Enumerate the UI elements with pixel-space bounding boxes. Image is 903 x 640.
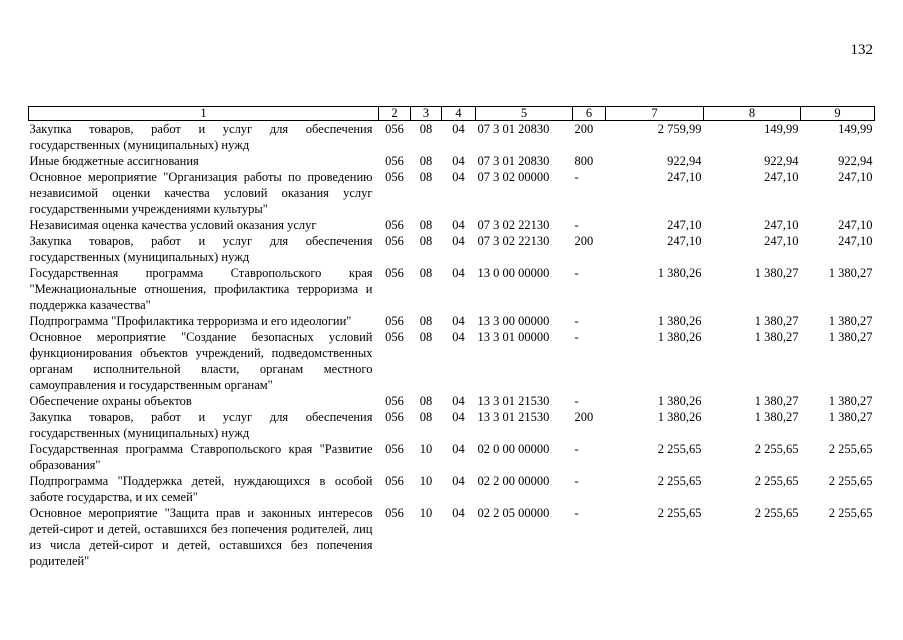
- row-y2: 1 380,27: [754, 330, 799, 344]
- row-y1: 1 380,26: [657, 394, 702, 408]
- row-name: Основное мероприятие "Организация работы по проведению независимой оценки качества условий оказания услуг государственными учреждениями культуры": [29, 170, 373, 216]
- row-csr: 13 3 01 00000: [477, 330, 550, 344]
- row-ved: 056: [385, 266, 404, 280]
- header-cell-9: 9: [801, 107, 875, 121]
- header-cell-8: 8: [704, 107, 801, 121]
- row-vr: 200: [574, 234, 594, 248]
- row-ved: 056: [385, 314, 404, 328]
- row-pr: 04: [452, 394, 465, 408]
- row-y3: 149,99: [838, 122, 873, 136]
- row-y1: 1 380,26: [657, 266, 702, 280]
- row-pr: 04: [452, 266, 465, 280]
- row-csr: 07 3 02 22130: [477, 234, 550, 248]
- row-name: Государственная программа Ставропольского края "Развитие образования": [29, 442, 373, 472]
- row-ved: 056: [385, 218, 404, 232]
- row-y3: 2 255,65: [828, 474, 873, 488]
- row-y2: 2 255,65: [754, 474, 799, 488]
- row-rz: 08: [419, 394, 433, 408]
- row-pr: 04: [452, 442, 465, 456]
- row-y2: 1 380,27: [754, 314, 799, 328]
- row-vr: -: [574, 330, 579, 344]
- row-vr: -: [574, 170, 579, 184]
- row-y3: 1 380,27: [828, 314, 873, 328]
- row-y1: 1 380,26: [657, 314, 702, 328]
- header-cell-2: 2: [379, 107, 411, 121]
- row-csr: 07 3 02 00000: [477, 170, 550, 184]
- row-name: Обеспечение охраны объектов: [29, 394, 192, 408]
- row-pr: 04: [452, 218, 465, 232]
- row-y3: 247,10: [838, 234, 873, 248]
- row-vr: 800: [574, 154, 594, 168]
- row-rz: 08: [419, 218, 433, 232]
- row-ved: 056: [385, 234, 404, 248]
- row-y1: 247,10: [667, 170, 702, 184]
- row-csr: 13 3 01 21530: [477, 394, 550, 408]
- row-y1: 247,10: [667, 234, 702, 248]
- row-pr: 04: [452, 234, 465, 248]
- row-ved: 056: [385, 154, 404, 168]
- header-cell-7: 7: [606, 107, 704, 121]
- table-row: [29, 505, 875, 569]
- row-y3: 2 255,65: [828, 442, 873, 456]
- row-csr: 13 3 00 00000: [477, 314, 550, 328]
- row-pr: 04: [452, 170, 465, 184]
- row-ved: 056: [385, 394, 404, 408]
- row-y1: 2 759,99: [657, 122, 702, 136]
- row-rz: 08: [419, 330, 433, 344]
- row-csr: 07 3 02 22130: [477, 218, 550, 232]
- row-y2: 2 255,65: [754, 442, 799, 456]
- row-rz: 08: [419, 122, 433, 136]
- table-row: [29, 393, 875, 409]
- row-pr: 04: [452, 314, 465, 328]
- row-y2: 1 380,27: [754, 394, 799, 408]
- table-row: [29, 441, 875, 473]
- row-pr: 04: [452, 122, 465, 136]
- header-cell-4: 4: [442, 107, 476, 121]
- row-vr: -: [574, 474, 579, 488]
- row-ved: 056: [385, 474, 404, 488]
- row-csr: 02 2 05 00000: [477, 506, 550, 520]
- table-row: [29, 121, 875, 154]
- table-row: [29, 169, 875, 217]
- row-name: Основное мероприятие "Создание безопасных условий функционирования объектов учреждений, подведомственных органам исполнительной власти, органам местного самоуправления и государственным органам": [29, 330, 373, 392]
- row-y2: 2 255,65: [754, 506, 799, 520]
- row-y3: 2 255,65: [828, 506, 873, 520]
- row-name: Иные бюджетные ассигнования: [29, 154, 199, 168]
- row-rz: 08: [419, 234, 433, 248]
- row-y3: 1 380,27: [828, 410, 873, 424]
- row-csr: 02 2 00 00000: [477, 474, 550, 488]
- budget-table: [28, 106, 875, 569]
- table-row: [29, 217, 875, 233]
- row-rz: 08: [419, 170, 433, 184]
- header-cell-5: 5: [476, 107, 573, 121]
- row-pr: 04: [452, 154, 465, 168]
- row-name: Подпрограмма "Поддержка детей, нуждающихся в особой заботе государства, и их семей": [29, 474, 373, 504]
- row-ved: 056: [385, 410, 404, 424]
- table-row: [29, 313, 875, 329]
- row-csr: 13 0 00 00000: [477, 266, 550, 280]
- table-row: [29, 265, 875, 313]
- row-y1: 2 255,65: [657, 506, 702, 520]
- row-y3: 922,94: [838, 154, 873, 168]
- row-y3: 1 380,27: [828, 394, 873, 408]
- row-ved: 056: [385, 122, 404, 136]
- row-vr: -: [574, 442, 579, 456]
- row-y1: 922,94: [667, 154, 702, 168]
- row-ved: 056: [385, 170, 404, 184]
- row-vr: -: [574, 314, 579, 328]
- row-name: Закупка товаров, работ и услуг для обеспечения государственных (муниципальных) нужд: [29, 122, 373, 152]
- row-rz: 08: [419, 266, 433, 280]
- row-csr: 07 3 01 20830: [477, 122, 550, 136]
- table-row: [29, 409, 875, 441]
- row-y1: 247,10: [667, 218, 702, 232]
- row-y2: 247,10: [764, 218, 799, 232]
- table-row: [29, 233, 875, 265]
- header-cell-1: 1: [29, 107, 379, 121]
- row-y3: 1 380,27: [828, 266, 873, 280]
- row-y1: 2 255,65: [657, 474, 702, 488]
- row-y2: 1 380,27: [754, 266, 799, 280]
- row-csr: 13 3 01 21530: [477, 410, 550, 424]
- row-y1: 1 380,26: [657, 330, 702, 344]
- row-rz: 10: [419, 474, 433, 488]
- row-y2: 247,10: [764, 170, 799, 184]
- row-name: Государственная программа Ставропольского края "Межнациональные отношения, профилактика терроризма и поддержка казачества": [29, 266, 373, 312]
- row-pr: 04: [452, 474, 465, 488]
- row-y1: 1 380,26: [657, 410, 702, 424]
- row-pr: 04: [452, 506, 465, 520]
- row-ved: 056: [385, 442, 404, 456]
- table-row: [29, 473, 875, 505]
- row-csr: 07 3 01 20830: [477, 154, 550, 168]
- row-vr: -: [574, 394, 579, 408]
- row-y2: 1 380,27: [754, 410, 799, 424]
- row-y3: 247,10: [838, 218, 873, 232]
- row-name: Подпрограмма "Профилактика терроризма и его идеологии": [29, 314, 352, 328]
- row-rz: 08: [419, 410, 433, 424]
- table-row: [29, 329, 875, 393]
- row-rz: 08: [419, 314, 433, 328]
- header-row: [29, 107, 875, 121]
- row-vr: -: [574, 506, 579, 520]
- row-y3: 1 380,27: [828, 330, 873, 344]
- row-y1: 2 255,65: [657, 442, 702, 456]
- row-y2: 922,94: [764, 154, 799, 168]
- row-rz: 08: [419, 154, 433, 168]
- row-rz: 10: [419, 442, 433, 456]
- page-number: 132: [850, 42, 873, 58]
- row-rz: 10: [419, 506, 433, 520]
- row-ved: 056: [385, 330, 404, 344]
- table-row: [29, 153, 875, 169]
- row-vr: -: [574, 266, 579, 280]
- row-csr: 02 0 00 00000: [477, 442, 550, 456]
- row-pr: 04: [452, 330, 465, 344]
- row-vr: -: [574, 218, 579, 232]
- header-cell-6: 6: [573, 107, 606, 121]
- row-name: Закупка товаров, работ и услуг для обеспечения государственных (муниципальных) нужд: [29, 234, 373, 264]
- row-name: Основное мероприятие "Защита прав и законных интересов детей-сирот и детей, оставшихся без попечения родителей, лиц из числа детей-сирот и детей, оставшихся без попечения родителей": [29, 506, 373, 568]
- row-y2: 149,99: [764, 122, 799, 136]
- row-vr: 200: [574, 122, 594, 136]
- row-y3: 247,10: [838, 170, 873, 184]
- header-cell-3: 3: [411, 107, 442, 121]
- row-name: Независимая оценка качества условий оказания услуг: [29, 218, 317, 232]
- row-ved: 056: [385, 506, 404, 520]
- row-pr: 04: [452, 410, 465, 424]
- row-name: Закупка товаров, работ и услуг для обеспечения государственных (муниципальных) нужд: [29, 410, 373, 440]
- row-vr: 200: [574, 410, 594, 424]
- row-y2: 247,10: [764, 234, 799, 248]
